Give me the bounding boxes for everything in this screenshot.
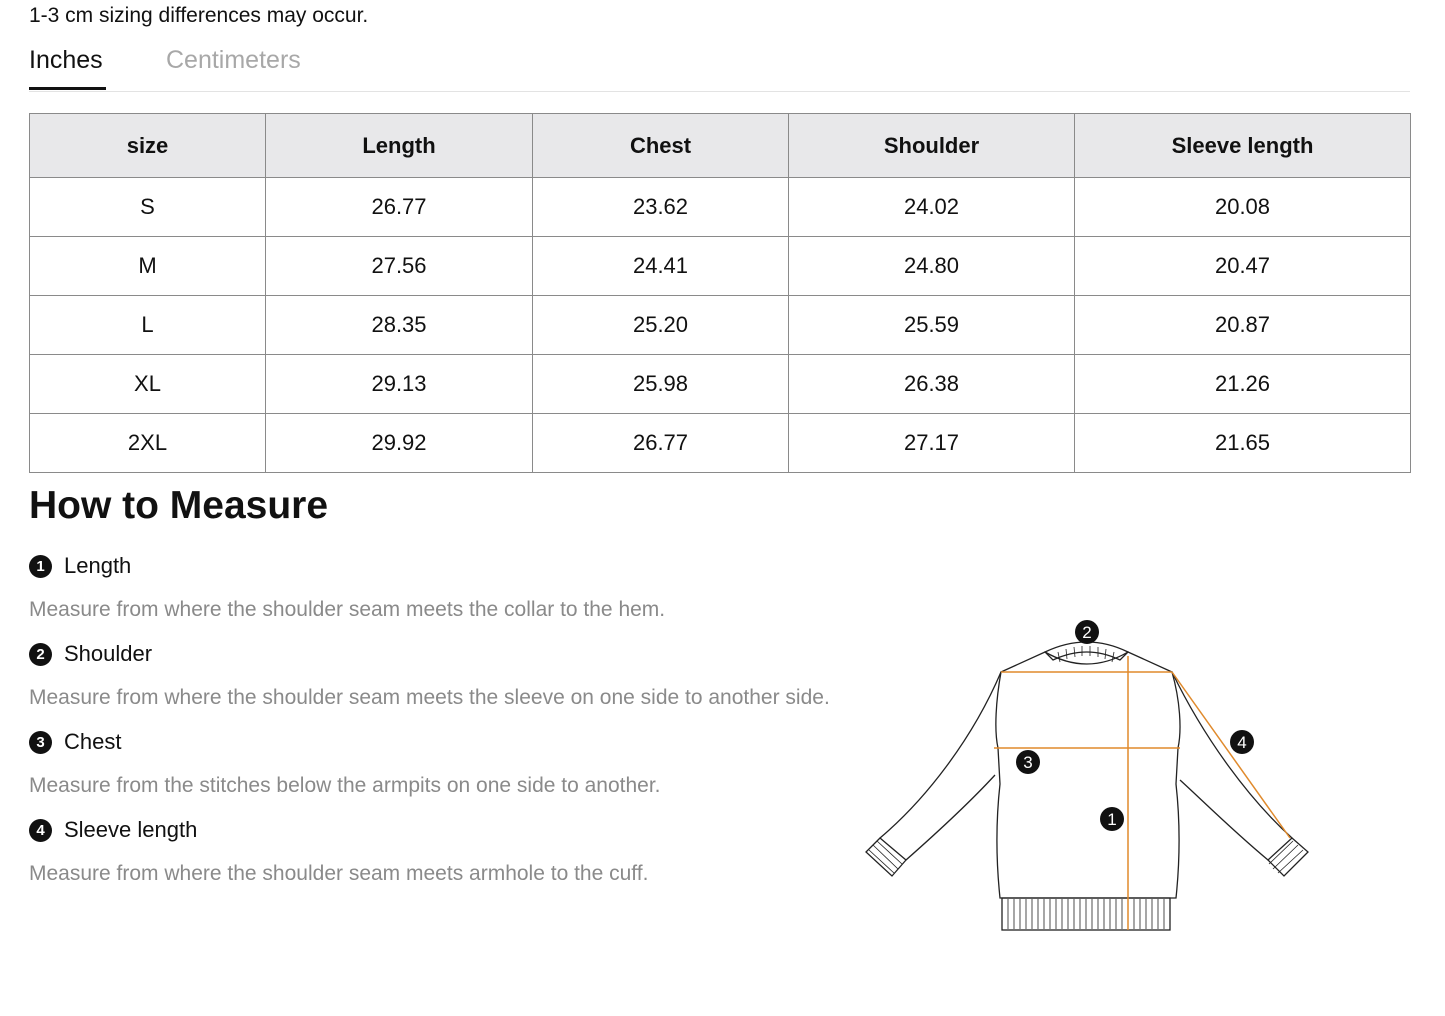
table-cell: 20.08 [1075, 178, 1411, 237]
measure-steps [29, 550, 909, 902]
table-cell: 26.38 [789, 355, 1075, 414]
step-description: Measure from where the shoulder seam meets armhole to the cuff. [29, 862, 649, 885]
table-cell: 24.02 [789, 178, 1075, 237]
measure-step-length [29, 550, 909, 638]
table-row [30, 178, 1411, 237]
table-row [30, 296, 1411, 355]
how-to-measure-title: How to Measure [29, 484, 329, 527]
table-row [30, 237, 1411, 296]
table-cell: S [30, 178, 266, 237]
sizing-note: 1-3 cm sizing differences may occur. [29, 4, 369, 27]
table-cell: 26.77 [266, 178, 533, 237]
step-number-badge: 1 [29, 555, 52, 578]
size-table [29, 113, 1411, 473]
unit-tabs [29, 44, 1410, 92]
column-header: Shoulder [789, 114, 1075, 178]
measure-lines [994, 656, 1290, 930]
step-title: Chest [64, 729, 122, 754]
marker-1 [1100, 807, 1124, 831]
active-tab-indicator [29, 87, 106, 90]
marker-label: 3 [1023, 753, 1033, 772]
ribbing-lines [869, 646, 1303, 929]
table-cell: XL [30, 355, 266, 414]
step-number-badge: 3 [29, 731, 52, 754]
table-cell: 25.98 [533, 355, 789, 414]
table-header-row [30, 114, 1411, 178]
table-cell: 26.77 [533, 414, 789, 473]
step-description: Measure from the stitches below the armpits on one side to another. [29, 774, 661, 797]
measure-step-shoulder [29, 638, 909, 726]
table-cell: 23.62 [533, 178, 789, 237]
table-cell: 21.65 [1075, 414, 1411, 473]
measure-step-chest [29, 726, 909, 814]
column-header: Sleeve length [1075, 114, 1411, 178]
tab-centimeters[interactable]: Centimeters [166, 46, 301, 74]
table-cell: 24.41 [533, 237, 789, 296]
table-cell: 20.47 [1075, 237, 1411, 296]
column-header: Chest [533, 114, 789, 178]
step-description: Measure from where the shoulder seam meets the collar to the hem. [29, 598, 666, 621]
column-header: size [30, 114, 266, 178]
table-row [30, 355, 1411, 414]
step-title: Sleeve length [64, 817, 198, 842]
step-description: Measure from where the shoulder seam meets the sleeve on one side to another side. [29, 686, 830, 709]
marker-2 [1075, 620, 1099, 644]
marker-label: 4 [1237, 733, 1247, 752]
table-cell: 25.59 [789, 296, 1075, 355]
step-title: Shoulder [64, 641, 153, 666]
table-cell: 28.35 [266, 296, 533, 355]
sweater-outline [866, 642, 1308, 930]
column-header: Length [266, 114, 533, 178]
table-cell: 27.56 [266, 237, 533, 296]
step-number-badge: 4 [29, 819, 52, 842]
table-cell: 27.17 [789, 414, 1075, 473]
sweater-measure-diagram [858, 612, 1318, 942]
table-cell: M [30, 237, 266, 296]
marker-label: 1 [1107, 810, 1117, 829]
step-number-badge: 2 [29, 643, 52, 666]
table-cell: 25.20 [533, 296, 789, 355]
table-cell: 2XL [30, 414, 266, 473]
table-cell: L [30, 296, 266, 355]
measure-step-sleeve [29, 814, 909, 902]
step-title: Length [64, 553, 132, 578]
tab-inches[interactable]: Inches [29, 46, 103, 74]
marker-label: 2 [1082, 623, 1092, 642]
marker-4 [1230, 730, 1254, 754]
table-cell: 29.13 [266, 355, 533, 414]
table-cell: 21.26 [1075, 355, 1411, 414]
table-cell: 24.80 [789, 237, 1075, 296]
table-cell: 20.87 [1075, 296, 1411, 355]
table-row [30, 414, 1411, 473]
table-cell: 29.92 [266, 414, 533, 473]
marker-3 [1016, 750, 1040, 774]
